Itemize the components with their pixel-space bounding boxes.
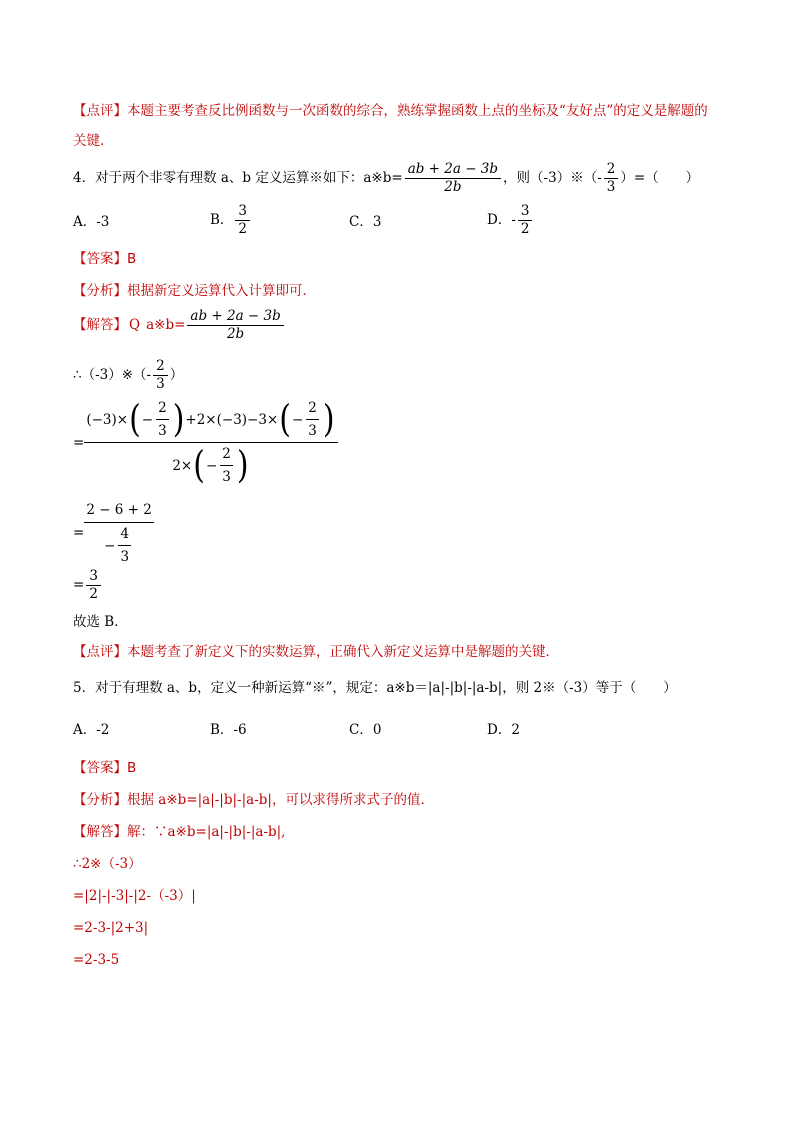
- q4-solution-step5: [73, 568, 103, 603]
- right-paren: ): [236, 443, 249, 488]
- solution-prefix: a※b=: [146, 317, 186, 333]
- solution-text: 解：∵a※b=|a|-|b|-|a-b|,: [127, 824, 286, 840]
- right-paren: ): [172, 397, 185, 442]
- solution-step: ∴（-3）※（-: [73, 367, 152, 383]
- answer-value: B: [127, 251, 137, 267]
- equals-sign: =: [73, 525, 85, 541]
- q5-option-b[interactable]: B．-6: [210, 722, 247, 738]
- option-label: D．-: [487, 212, 516, 228]
- minus-sign: −: [104, 538, 116, 554]
- question-5-stem: 5．对于有理数 a、b，定义一种新运算“※”，规定：a※b＝|a|-|b|-|a-b|，则 2※（-3）等于（ ）: [73, 680, 677, 696]
- step-fraction: [153, 358, 168, 393]
- fraction-numerator: 3: [518, 203, 533, 221]
- q5-solution-step: =2-3-|2+3|: [73, 920, 149, 936]
- inner-fraction: [117, 526, 132, 566]
- fraction-numerator: 2: [220, 446, 233, 466]
- inner-fraction: [305, 400, 320, 440]
- q5-analysis: [73, 790, 434, 810]
- minus-sign: −: [205, 458, 218, 474]
- minus-sign: −: [141, 412, 154, 428]
- option-fraction: [235, 203, 250, 238]
- compound-numerator: [84, 397, 337, 443]
- q4-solution-step3: [73, 397, 338, 488]
- analysis-text: 根据 a※b=|a|-|b|-|a-b|，可以求得所求式子的值．: [127, 792, 434, 808]
- fraction-denominator: 2: [238, 221, 248, 237]
- q5-solution-step: =2-3-5: [73, 952, 120, 968]
- fraction-denominator: 3: [222, 469, 231, 485]
- comment-tag: 【点评】: [73, 644, 127, 660]
- compound-fraction: [84, 397, 337, 488]
- answer-tag: 【答案】: [73, 760, 127, 776]
- fraction-numerator: 2: [604, 161, 619, 179]
- q5-solution-step: =|2|-|-3|-|2-（-3）|: [73, 888, 196, 904]
- fraction-denominator: 3: [606, 179, 616, 195]
- q4-option-a[interactable]: [73, 212, 109, 232]
- comment-text: 本题考查了新定义下的实数运算，正确代入新定义运算中是解题的关键．: [127, 644, 559, 660]
- analysis-text: 根据新定义运算代入计算即可．: [127, 283, 316, 299]
- expr-part: +2×(−3)−3×: [185, 412, 279, 428]
- fraction-numerator: 2: [156, 400, 169, 420]
- equals-sign: =: [73, 577, 85, 593]
- fraction-denominator: [104, 523, 134, 566]
- fraction-denominator: 3: [158, 423, 167, 439]
- comment-tag: 【点评】: [73, 103, 127, 119]
- q4-analysis: [73, 281, 316, 301]
- q5-answer: [73, 758, 136, 778]
- q4-value-fraction: [604, 161, 619, 196]
- q4-stem-suffix: ）=（ ）: [620, 170, 700, 186]
- left-paren: (: [129, 397, 141, 442]
- answer-tag: 【答案】: [73, 251, 127, 267]
- fraction-numerator: 2: [306, 400, 319, 420]
- q4-stem-prefix: 4．对于两个非零有理数 a、b 定义运算※如下：a※b=: [73, 170, 403, 186]
- q4-solution-step4: [73, 500, 154, 566]
- fraction-denominator: 2b: [226, 326, 245, 342]
- because-symbol: Q: [129, 317, 141, 333]
- answer-value: B: [127, 760, 137, 776]
- step-fraction: [84, 500, 154, 566]
- option-label: A．-3: [73, 214, 110, 230]
- expr-part: (−3)×: [86, 412, 129, 428]
- q5-option-a[interactable]: A．-2: [73, 722, 110, 738]
- expr-part: 2×: [172, 458, 193, 474]
- q4-option-c[interactable]: [349, 212, 381, 232]
- fraction-numerator: 3: [235, 203, 250, 221]
- solution-tag: 【解答】: [73, 824, 127, 840]
- fraction-numerator: 4: [118, 526, 131, 546]
- compound-denominator: [172, 443, 249, 486]
- fraction-denominator: 2: [520, 221, 530, 237]
- q5-option-d[interactable]: D．2: [487, 722, 520, 738]
- fraction-denominator: 3: [120, 549, 130, 565]
- left-paren: (: [279, 397, 291, 442]
- q5-option-c[interactable]: C．0: [349, 722, 382, 738]
- solution-definition-fraction: [187, 308, 283, 343]
- q5-solution-step: ∴2※（-3）: [73, 856, 142, 872]
- inner-fraction: [219, 446, 234, 486]
- q5-solution-line1: [73, 822, 285, 842]
- fraction-numerator: 2: [153, 358, 168, 376]
- q4-option-b[interactable]: [210, 203, 252, 238]
- analysis-tag: 【分析】: [73, 283, 127, 299]
- fraction-denominator: 3: [308, 423, 317, 439]
- fraction-numerator: ab + 2a − 3b: [405, 161, 501, 179]
- fraction-numerator: 3: [86, 568, 101, 586]
- q4-definition-fraction: [405, 161, 501, 196]
- solution-step-suffix: ）: [169, 367, 184, 383]
- fraction-numerator: 2 − 6 + 2: [84, 500, 154, 523]
- q4-answer: [73, 249, 136, 269]
- result-fraction: [86, 568, 101, 603]
- comment-q3-line2: 关键．: [73, 133, 114, 149]
- q4-solution-line2: [73, 358, 183, 393]
- comment-text: 本题主要考查反比例函数与一次函数的综合，熟练掌握函数上点的坐标及“友好点”的定义是解题的: [127, 103, 708, 119]
- comment-q3-line1: [73, 101, 708, 121]
- right-paren: ): [322, 397, 335, 442]
- fraction-numerator: ab + 2a − 3b: [187, 308, 283, 326]
- fraction-denominator: 2b: [444, 179, 462, 195]
- q4-comment: [73, 642, 559, 662]
- q4-conclusion: 故选 B．: [73, 614, 128, 630]
- solution-tag: 【解答】: [73, 317, 127, 333]
- q4-stem-mid: ，则（-3）※（-: [503, 170, 602, 186]
- question-4-stem: [73, 161, 699, 196]
- option-label: C．3: [349, 214, 382, 230]
- inner-fraction: [155, 400, 170, 440]
- fraction-denominator: 2: [89, 586, 98, 602]
- minus-sign: −: [291, 412, 304, 428]
- fraction-denominator: 3: [156, 376, 165, 392]
- q4-option-d[interactable]: [487, 203, 534, 238]
- analysis-tag: 【分析】: [73, 792, 127, 808]
- left-paren: (: [193, 443, 205, 488]
- q4-solution-line1: [73, 308, 286, 343]
- equals-sign: =: [73, 435, 85, 451]
- option-label: B．: [210, 212, 234, 228]
- option-fraction: [518, 203, 533, 238]
